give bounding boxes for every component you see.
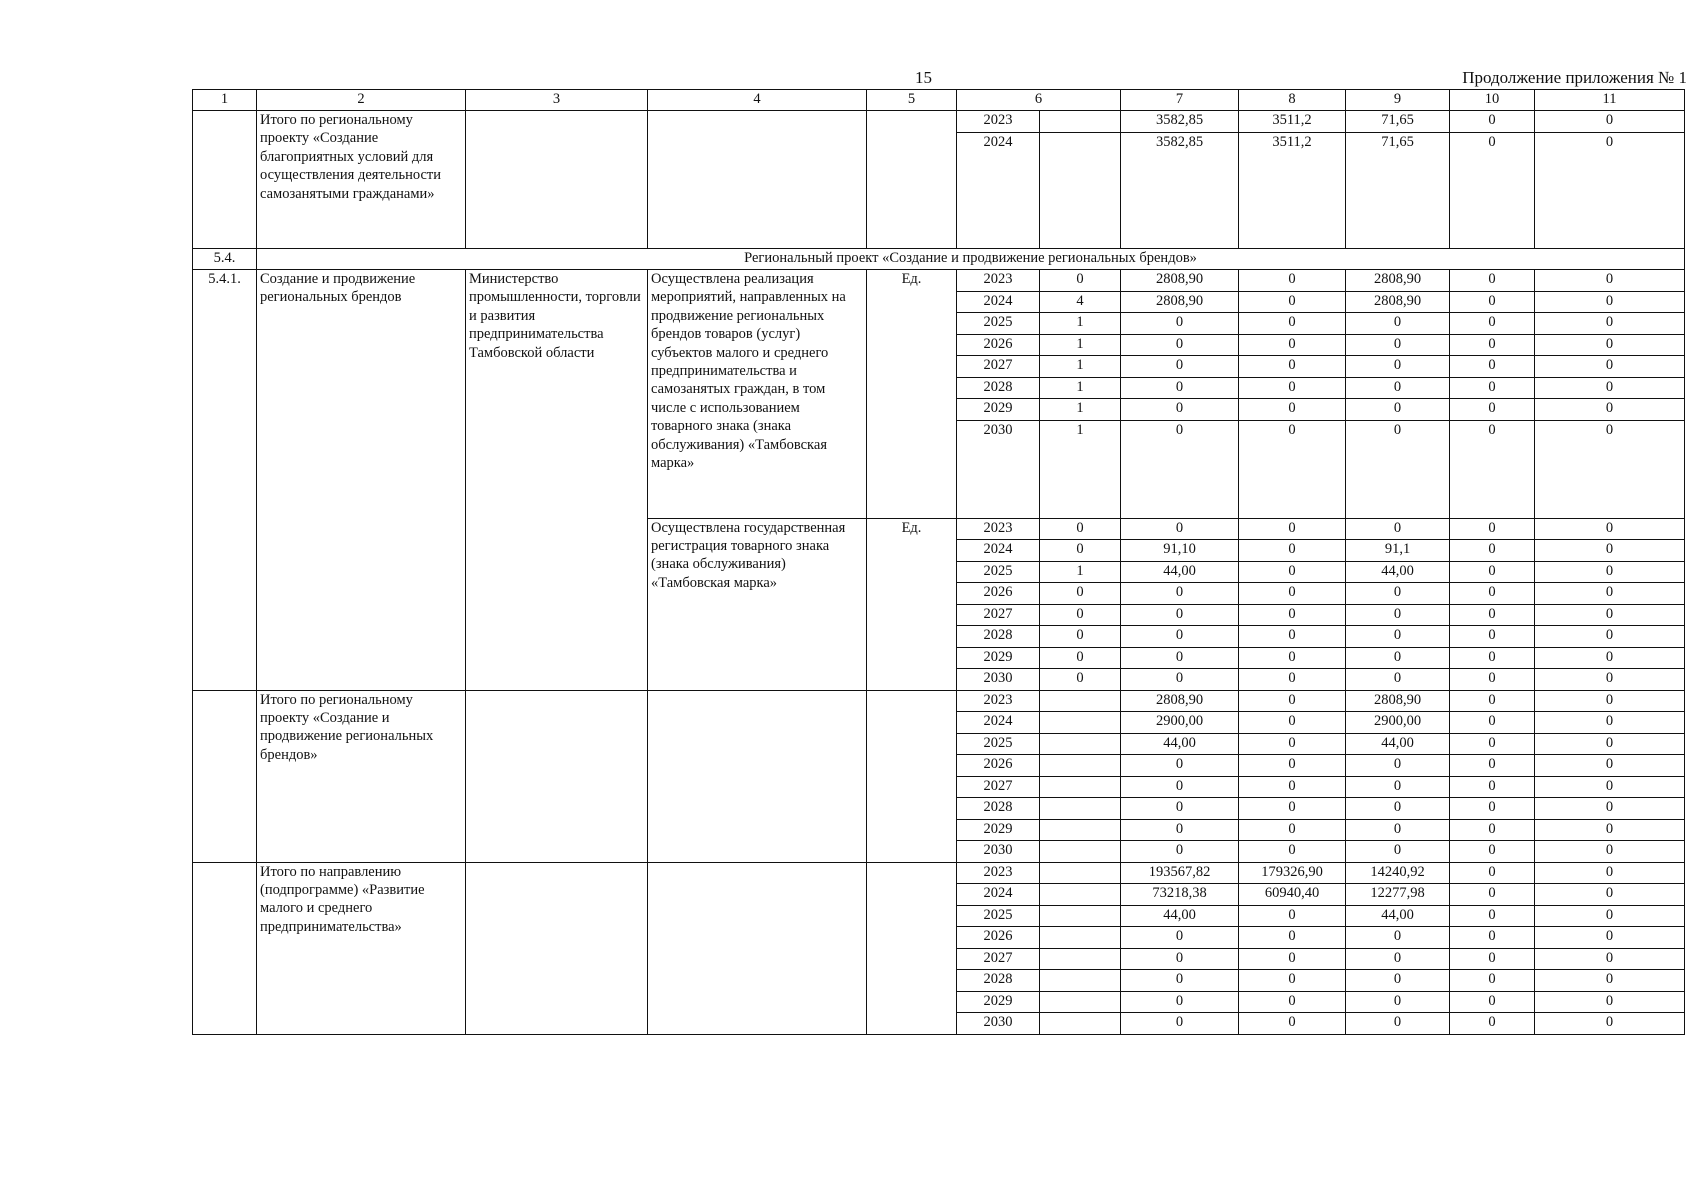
extra-budget-cell: 0 (1535, 819, 1685, 841)
total-cell: 0 (1121, 776, 1239, 798)
total-cell: 0 (1121, 420, 1239, 518)
page-number: 15 (915, 68, 932, 87)
local-budget-cell: 0 (1450, 540, 1535, 562)
indicator-value-cell: 1 (1040, 313, 1121, 335)
federal-budget-cell: 0 (1239, 647, 1346, 669)
total-cell: 0 (1121, 626, 1239, 648)
local-budget-cell: 0 (1450, 927, 1535, 949)
itogo-name-cell: Итого по региональному проекту «Создание и продвижение региональных брендов» (257, 690, 466, 862)
extra-budget-cell: 0 (1535, 970, 1685, 992)
column-header: 1 (193, 90, 257, 111)
local-budget-cell: 0 (1450, 561, 1535, 583)
section-number: 5.4. (193, 248, 257, 270)
year-cell: 2030 (957, 841, 1040, 863)
unit-cell (867, 111, 957, 249)
year-cell: 2023 (957, 518, 1040, 540)
local-budget-cell: 0 (1450, 583, 1535, 605)
regional-budget-cell: 0 (1346, 420, 1450, 518)
total-cell: 44,00 (1121, 905, 1239, 927)
total-cell: 0 (1121, 841, 1239, 863)
year-cell: 2027 (957, 604, 1040, 626)
number-cell (193, 111, 257, 249)
federal-budget-cell: 0 (1239, 841, 1346, 863)
local-budget-cell: 0 (1450, 518, 1535, 540)
total-cell: 3582,85 (1121, 132, 1239, 248)
local-budget-cell: 0 (1450, 862, 1535, 884)
result-cell (648, 690, 867, 862)
local-budget-cell: 0 (1450, 712, 1535, 734)
year-cell: 2028 (957, 377, 1040, 399)
extra-budget-cell: 0 (1535, 841, 1685, 863)
federal-budget-cell: 60940,40 (1239, 884, 1346, 906)
year-cell: 2025 (957, 561, 1040, 583)
regional-budget-cell: 0 (1346, 798, 1450, 820)
indicator-value-cell (1040, 1013, 1121, 1035)
federal-budget-cell: 0 (1239, 334, 1346, 356)
local-budget-cell: 0 (1450, 270, 1535, 292)
total-cell: 0 (1121, 583, 1239, 605)
federal-budget-cell: 0 (1239, 712, 1346, 734)
indicator-value-cell: 1 (1040, 334, 1121, 356)
local-budget-cell: 0 (1450, 991, 1535, 1013)
extra-budget-cell: 0 (1535, 583, 1685, 605)
indicator-value-cell (1040, 862, 1121, 884)
extra-budget-cell: 0 (1535, 948, 1685, 970)
total-cell: 0 (1121, 518, 1239, 540)
year-cell: 2029 (957, 991, 1040, 1013)
year-cell: 2023 (957, 111, 1040, 133)
year-cell: 2028 (957, 798, 1040, 820)
total-cell: 0 (1121, 755, 1239, 777)
federal-budget-cell: 0 (1239, 905, 1346, 927)
extra-budget-cell: 0 (1535, 561, 1685, 583)
federal-budget-cell: 0 (1239, 927, 1346, 949)
regional-budget-cell: 0 (1346, 970, 1450, 992)
total-cell: 193567,82 (1121, 862, 1239, 884)
local-budget-cell: 0 (1450, 776, 1535, 798)
regional-budget-cell: 0 (1346, 927, 1450, 949)
federal-budget-cell: 179326,90 (1239, 862, 1346, 884)
local-budget-cell: 0 (1450, 420, 1535, 518)
extra-budget-cell: 0 (1535, 334, 1685, 356)
federal-budget-cell: 0 (1239, 604, 1346, 626)
extra-budget-cell: 0 (1535, 270, 1685, 292)
extra-budget-cell: 0 (1535, 420, 1685, 518)
extra-budget-cell: 0 (1535, 540, 1685, 562)
federal-budget-cell: 0 (1239, 583, 1346, 605)
result-cell (648, 862, 867, 1034)
extra-budget-cell: 0 (1535, 518, 1685, 540)
regional-budget-cell: 0 (1346, 819, 1450, 841)
total-cell: 0 (1121, 399, 1239, 421)
year-cell: 2023 (957, 862, 1040, 884)
federal-budget-cell: 0 (1239, 798, 1346, 820)
executor-cell (466, 111, 648, 249)
total-cell: 73218,38 (1121, 884, 1239, 906)
indicator-value-cell (1040, 798, 1121, 820)
regional-budget-cell: 0 (1346, 948, 1450, 970)
indicator-value-cell: 0 (1040, 540, 1121, 562)
indicator-value-cell (1040, 733, 1121, 755)
column-header: 7 (1121, 90, 1239, 111)
regional-budget-cell: 0 (1346, 841, 1450, 863)
local-budget-cell: 0 (1450, 647, 1535, 669)
executor-cell (466, 690, 648, 862)
result-text: Осуществлена реализация мероприятий, направленных на продвижение региональных брендов товаров (услуг) субъектов малого и среднего предпринимательства и самозанятых граждан, в том числе с использованием товарного знака (знака обслуживания) «Тамбовская марка» (648, 270, 867, 519)
year-cell: 2029 (957, 647, 1040, 669)
indicator-value-cell: 0 (1040, 604, 1121, 626)
indicator-value-cell (1040, 776, 1121, 798)
local-budget-cell: 0 (1450, 377, 1535, 399)
local-budget-cell: 0 (1450, 313, 1535, 335)
year-cell: 2025 (957, 733, 1040, 755)
total-cell: 3582,85 (1121, 111, 1239, 133)
extra-budget-cell: 0 (1535, 690, 1685, 712)
extra-budget-cell: 0 (1535, 132, 1685, 248)
year-cell: 2026 (957, 927, 1040, 949)
indicator-value-cell: 1 (1040, 356, 1121, 378)
year-cell: 2030 (957, 420, 1040, 518)
regional-budget-cell: 0 (1346, 626, 1450, 648)
indicator-value-cell (1040, 884, 1121, 906)
federal-budget-cell: 0 (1239, 776, 1346, 798)
regional-budget-cell: 71,65 (1346, 111, 1450, 133)
regional-budget-cell: 0 (1346, 669, 1450, 691)
item-number: 5.4.1. (193, 270, 257, 691)
regional-budget-cell: 0 (1346, 334, 1450, 356)
column-header: 8 (1239, 90, 1346, 111)
local-budget-cell: 0 (1450, 669, 1535, 691)
federal-budget-cell: 0 (1239, 356, 1346, 378)
extra-budget-cell: 0 (1535, 991, 1685, 1013)
continuation-label: Продолжение приложения № 1 (1462, 68, 1687, 87)
indicator-value-cell: 0 (1040, 647, 1121, 669)
year-cell: 2024 (957, 712, 1040, 734)
unit-cell: Ед. (867, 518, 957, 690)
indicator-value-cell (1040, 132, 1121, 248)
year-cell: 2030 (957, 669, 1040, 691)
local-budget-cell: 0 (1450, 970, 1535, 992)
federal-budget-cell: 0 (1239, 733, 1346, 755)
year-cell: 2023 (957, 270, 1040, 292)
indicator-value-cell: 4 (1040, 291, 1121, 313)
total-cell: 2808,90 (1121, 291, 1239, 313)
regional-budget-cell: 0 (1346, 755, 1450, 777)
federal-budget-cell: 0 (1239, 669, 1346, 691)
extra-budget-cell: 0 (1535, 604, 1685, 626)
local-budget-cell: 0 (1450, 399, 1535, 421)
federal-budget-cell: 0 (1239, 991, 1346, 1013)
indicator-value-cell (1040, 905, 1121, 927)
total-cell: 44,00 (1121, 733, 1239, 755)
executor-cell (466, 862, 648, 1034)
local-budget-cell: 0 (1450, 334, 1535, 356)
federal-budget-cell: 0 (1239, 377, 1346, 399)
section-title: Региональный проект «Создание и продвижение региональных брендов» (257, 248, 1685, 270)
unit-cell (867, 690, 957, 862)
regional-budget-cell: 2808,90 (1346, 291, 1450, 313)
header-row (193, 90, 1685, 111)
unit-cell (867, 862, 957, 1034)
federal-budget-cell: 3511,2 (1239, 111, 1346, 133)
column-header: 10 (1450, 90, 1535, 111)
regional-budget-cell: 71,65 (1346, 132, 1450, 248)
total-cell: 0 (1121, 970, 1239, 992)
federal-budget-cell: 0 (1239, 313, 1346, 335)
indicator-value-cell (1040, 712, 1121, 734)
regional-budget-cell: 0 (1346, 518, 1450, 540)
year-cell: 2028 (957, 626, 1040, 648)
column-header: 9 (1346, 90, 1450, 111)
federal-budget-cell: 3511,2 (1239, 132, 1346, 248)
federal-budget-cell: 0 (1239, 540, 1346, 562)
year-cell: 2024 (957, 132, 1040, 248)
regional-budget-cell: 91,1 (1346, 540, 1450, 562)
year-cell: 2023 (957, 690, 1040, 712)
section-row (193, 248, 1685, 270)
extra-budget-cell: 0 (1535, 862, 1685, 884)
total-cell: 2808,90 (1121, 690, 1239, 712)
federal-budget-cell: 0 (1239, 626, 1346, 648)
year-cell: 2025 (957, 905, 1040, 927)
extra-budget-cell: 0 (1535, 377, 1685, 399)
regional-budget-cell: 0 (1346, 776, 1450, 798)
total-cell: 0 (1121, 669, 1239, 691)
total-cell: 2900,00 (1121, 712, 1239, 734)
indicator-value-cell (1040, 690, 1121, 712)
extra-budget-cell: 0 (1535, 291, 1685, 313)
federal-budget-cell: 0 (1239, 291, 1346, 313)
column-header: 4 (648, 90, 867, 111)
indicator-value-cell: 1 (1040, 377, 1121, 399)
regional-budget-cell: 0 (1346, 1013, 1450, 1035)
regional-budget-cell: 2808,90 (1346, 690, 1450, 712)
local-budget-cell: 0 (1450, 905, 1535, 927)
regional-budget-cell: 0 (1346, 583, 1450, 605)
extra-budget-cell: 0 (1535, 776, 1685, 798)
table-row (193, 862, 1685, 884)
column-header: 5 (867, 90, 957, 111)
total-cell: 0 (1121, 604, 1239, 626)
regional-budget-cell: 0 (1346, 356, 1450, 378)
extra-budget-cell: 0 (1535, 669, 1685, 691)
extra-budget-cell: 0 (1535, 927, 1685, 949)
year-cell: 2026 (957, 334, 1040, 356)
local-budget-cell: 0 (1450, 948, 1535, 970)
local-budget-cell: 0 (1450, 604, 1535, 626)
indicator-value-cell (1040, 927, 1121, 949)
regional-budget-cell: 44,00 (1346, 733, 1450, 755)
indicator-value-cell (1040, 111, 1121, 133)
indicator-value-cell (1040, 991, 1121, 1013)
indicator-value-cell: 1 (1040, 420, 1121, 518)
federal-budget-cell: 0 (1239, 819, 1346, 841)
column-header: 3 (466, 90, 648, 111)
indicator-value-cell: 0 (1040, 626, 1121, 648)
unit-cell: Ед. (867, 270, 957, 519)
regional-budget-cell: 12277,98 (1346, 884, 1450, 906)
regional-budget-cell: 0 (1346, 604, 1450, 626)
indicator-value-cell (1040, 970, 1121, 992)
local-budget-cell: 0 (1450, 733, 1535, 755)
total-cell: 44,00 (1121, 561, 1239, 583)
federal-budget-cell: 0 (1239, 755, 1346, 777)
result-text: Осуществлена государственная регистрация товарного знака (знака обслуживания) «Тамбовская марка» (648, 518, 867, 690)
regional-budget-cell: 0 (1346, 399, 1450, 421)
item-name: Создание и продвижение региональных брендов (257, 270, 466, 691)
total-cell: 0 (1121, 334, 1239, 356)
indicator-value-cell: 0 (1040, 583, 1121, 605)
federal-budget-cell: 0 (1239, 399, 1346, 421)
regional-budget-cell: 2900,00 (1346, 712, 1450, 734)
indicator-value-cell: 1 (1040, 561, 1121, 583)
year-cell: 2024 (957, 540, 1040, 562)
total-cell: 0 (1121, 377, 1239, 399)
year-cell: 2025 (957, 313, 1040, 335)
total-cell: 0 (1121, 948, 1239, 970)
total-cell: 0 (1121, 647, 1239, 669)
indicator-value-cell: 0 (1040, 270, 1121, 292)
federal-budget-cell: 0 (1239, 970, 1346, 992)
total-cell: 0 (1121, 927, 1239, 949)
extra-budget-cell: 0 (1535, 884, 1685, 906)
total-cell: 91,10 (1121, 540, 1239, 562)
extra-budget-cell: 0 (1535, 755, 1685, 777)
year-cell: 2029 (957, 819, 1040, 841)
local-budget-cell: 0 (1450, 291, 1535, 313)
indicator-value-cell (1040, 948, 1121, 970)
number-cell (193, 690, 257, 862)
indicator-value-cell: 0 (1040, 518, 1121, 540)
local-budget-cell: 0 (1450, 356, 1535, 378)
result-cell (648, 111, 867, 249)
total-cell: 0 (1121, 991, 1239, 1013)
executor-cell: Министерство промышленности, торговли и развития предпринимательства Тамбовской области (466, 270, 648, 691)
federal-budget-cell: 0 (1239, 948, 1346, 970)
total-cell: 0 (1121, 819, 1239, 841)
local-budget-cell: 0 (1450, 755, 1535, 777)
regional-budget-cell: 2808,90 (1346, 270, 1450, 292)
local-budget-cell: 0 (1450, 626, 1535, 648)
local-budget-cell: 0 (1450, 798, 1535, 820)
table-body (193, 90, 1685, 1035)
regional-budget-cell: 44,00 (1346, 561, 1450, 583)
year-cell: 2026 (957, 755, 1040, 777)
extra-budget-cell: 0 (1535, 399, 1685, 421)
federal-budget-cell: 0 (1239, 420, 1346, 518)
federal-budget-cell: 0 (1239, 561, 1346, 583)
indicator-value-cell (1040, 841, 1121, 863)
year-cell: 2027 (957, 356, 1040, 378)
year-cell: 2028 (957, 970, 1040, 992)
year-cell: 2026 (957, 583, 1040, 605)
extra-budget-cell: 0 (1535, 356, 1685, 378)
year-cell: 2029 (957, 399, 1040, 421)
federal-budget-cell: 0 (1239, 270, 1346, 292)
extra-budget-cell: 0 (1535, 1013, 1685, 1035)
extra-budget-cell: 0 (1535, 626, 1685, 648)
federal-budget-cell: 0 (1239, 690, 1346, 712)
budget-table (192, 89, 1685, 1035)
extra-budget-cell: 0 (1535, 733, 1685, 755)
column-header: 2 (257, 90, 466, 111)
extra-budget-cell: 0 (1535, 712, 1685, 734)
itogo-name-cell: Итого по направлению (подпрограмме) «Развитие малого и среднего предпринимательства» (257, 862, 466, 1034)
regional-budget-cell: 44,00 (1346, 905, 1450, 927)
indicator-value-cell (1040, 755, 1121, 777)
year-cell: 2027 (957, 948, 1040, 970)
column-header: 11 (1535, 90, 1685, 111)
total-cell: 0 (1121, 313, 1239, 335)
indicator-value-cell: 0 (1040, 669, 1121, 691)
local-budget-cell: 0 (1450, 690, 1535, 712)
regional-budget-cell: 14240,92 (1346, 862, 1450, 884)
extra-budget-cell: 0 (1535, 905, 1685, 927)
regional-budget-cell: 0 (1346, 991, 1450, 1013)
extra-budget-cell: 0 (1535, 111, 1685, 133)
year-cell: 2024 (957, 884, 1040, 906)
table-row (193, 270, 1685, 292)
regional-budget-cell: 0 (1346, 377, 1450, 399)
local-budget-cell: 0 (1450, 1013, 1535, 1035)
year-cell: 2024 (957, 291, 1040, 313)
table-row (193, 111, 1685, 133)
total-cell: 0 (1121, 1013, 1239, 1035)
year-cell: 2030 (957, 1013, 1040, 1035)
number-cell (193, 862, 257, 1034)
total-cell: 2808,90 (1121, 270, 1239, 292)
local-budget-cell: 0 (1450, 884, 1535, 906)
total-cell: 0 (1121, 798, 1239, 820)
itogo-name-cell: Итого по региональному проекту «Создание благоприятных условий для осуществления деятельности самозанятыми гражданами» (257, 111, 466, 249)
local-budget-cell: 0 (1450, 819, 1535, 841)
regional-budget-cell: 0 (1346, 313, 1450, 335)
federal-budget-cell: 0 (1239, 1013, 1346, 1035)
total-cell: 0 (1121, 356, 1239, 378)
year-cell: 2027 (957, 776, 1040, 798)
federal-budget-cell: 0 (1239, 518, 1346, 540)
local-budget-cell: 0 (1450, 111, 1535, 133)
indicator-value-cell (1040, 819, 1121, 841)
indicator-value-cell: 1 (1040, 399, 1121, 421)
extra-budget-cell: 0 (1535, 647, 1685, 669)
column-header: 6 (957, 90, 1121, 111)
local-budget-cell: 0 (1450, 841, 1535, 863)
regional-budget-cell: 0 (1346, 647, 1450, 669)
local-budget-cell: 0 (1450, 132, 1535, 248)
table-row (193, 690, 1685, 712)
extra-budget-cell: 0 (1535, 798, 1685, 820)
extra-budget-cell: 0 (1535, 313, 1685, 335)
